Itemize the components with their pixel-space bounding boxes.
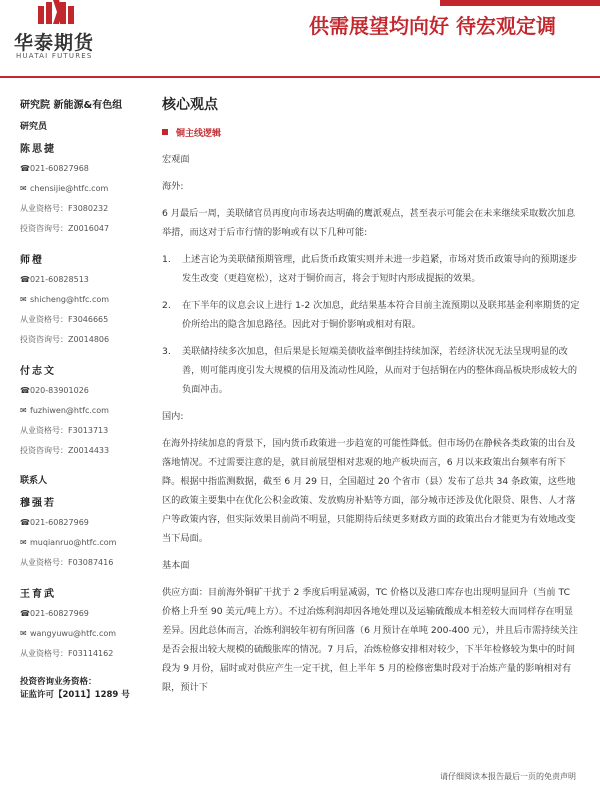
section-title: 核心观点 [162,97,218,113]
email-address[interactable]: shicheng@htfc.com [30,295,110,304]
certificate-number: 从业资格号：F3013713 [20,426,109,435]
title-accent-bar [440,0,600,6]
researcher-name: 付志文 [20,366,56,377]
contact-name: 王育武 [20,589,56,600]
macro-label: 宏观面 [162,154,190,165]
list-text: 在下半年的议息会议上进行 1-2 次加息，此结果基本符合目前主流预期以及联邦基金利率期货的定价所给出的隐含加息路径。因此对于铜价影响或相对有限。 [182,300,580,330]
contact-card [20,494,140,577]
supply-paragraph: 供应方面：目前海外铜矿干扰于 2 季度后明显减弱，TC 价格以及港口库存也出现明显回升（当前 TC 价格上升至 90 美元/吨上方）。不过冶炼利润却因各地处理以及运输硫酸成本相差较大而同样存在明显差异。因此总体而言，冶炼利润较年初有所回落（6 月预计在单吨 200-400 元），并且后市需持续关注是否会报出较大规模的硫酸胀库的情况。7 月后，冶炼检修安排相对较少，下半年检修较为集中的时间段为 9 月份，届时或对供应产生一定干扰，但上半年 5 月的检修密集时段对于冶炼产量的影响相对有限，预计下 [162,587,578,693]
email-icon: ✉ [20,184,27,193]
phone-number: 021-60827968 [30,164,89,173]
phone-icon: ☎ [20,518,30,527]
phone-icon: ☎ [20,386,30,395]
list-item [162,342,580,399]
license-info: 投资咨询业务资格： 证监许可【2011】1289 号 [20,677,130,700]
phone-icon: ☎ [20,164,30,173]
subheading-text: 铜主线逻辑 [176,129,222,139]
researcher-card [20,362,140,465]
list-item [162,296,580,334]
email-address[interactable]: chensijie@htfc.com [30,184,109,193]
author-sidebar [20,96,140,702]
huatai-logo-icon [38,0,74,24]
researcher-name: 师橙 [20,255,44,266]
email-address[interactable]: wangyuwu@htfc.com [30,629,117,638]
brand-name-en: HUATAI FUTURES [16,52,93,60]
department: 研究院 新能源&有色组 [20,100,123,111]
advisory-number: 投资咨询号：Z0016047 [20,224,110,233]
contacts-heading: 联系人 [20,476,48,486]
list-number: 1. [162,254,171,265]
phone-number: 021-60827969 [30,609,89,618]
certificate-number: 从业资格号：F03087416 [20,558,114,567]
list-text: 美联储持续多次加息，但后果是长短端美债收益率倒挂持续加深，若经济状况无法呈现明显的改善，则可能再度引发大规模的信用及流动性风险，从而对于包括铜在内的整体商品板块形成较大的负面冲击。 [182,346,578,395]
list-number: 2. [162,300,171,311]
email-icon: ✉ [20,295,27,304]
advisory-number: 投资咨询号：Z0014806 [20,335,110,344]
advisory-number: 投资咨询号：Z0014433 [20,446,110,455]
main-content [162,96,580,705]
list-text: 上述言论为美联储预期管理，此后货币政策实则并未进一步趋紧，市场对货币政策导向的预期逐步发生改变（更趋宽松），这对于铜价而言，将会于短时内形成提振的效果。 [182,254,578,284]
overseas-label: 海外: [162,181,184,192]
list-number: 3. [162,346,171,357]
list-item [162,250,580,288]
certificate-number: 从业资格号：F3080232 [20,204,109,213]
email-address[interactable]: muqianruo@htfc.com [30,538,117,547]
fundamentals-label: 基本面 [162,560,190,571]
report-header [0,0,600,78]
phone-icon: ☎ [20,609,30,618]
section-subheading [162,125,580,144]
domestic-paragraph: 在海外持续加息的背景下，国内货币政策进一步趋宽的可能性降低。但市场仍在静候各类政策的出台及落地情况。不过需要注意的是，就目前展望相对悲观的地产板块而言，6 月以来政策出台频率有所下降。根据中指监测数据，截至 6 月 29 日，全国超过 20 个省市（县）发布了总共 34 条政策，这些地区的政策主要集中在优化公积金政策、发放购房补贴等方面，部分城市还涉及优化限贷、限售、人才落户等政策内容，但实际效果目前尚不明显，只能期待后续更多财政方面的政策出台才能更为有效地改变当下局面。 [162,438,576,544]
contact-card [20,585,140,668]
email-address[interactable]: fuzhiwen@htfc.com [30,406,109,415]
researcher-card [20,251,140,354]
disclaimer-note: 请仔细阅读本报告最后一页的免责声明 [440,772,576,781]
brand-name-cn: 华泰期货 [14,32,95,54]
report-title: 供需展望均向好 待宏观定调 [309,14,556,38]
email-icon: ✉ [20,538,27,547]
researcher-name: 陈思捷 [20,144,56,155]
overseas-intro: 6 月最后一周，美联储官员再度向市场表达明确的鹰派观点，甚至表示可能会在未来继续采取数次加息举措，而这对于后市行情的影响或有以下几种可能: [162,208,576,238]
phone-number: 021-60827969 [30,518,89,527]
researcher-card [20,140,140,243]
certificate-number: 从业资格号：F3046665 [20,315,109,324]
header-divider [0,76,600,78]
phone-number: 020-83901026 [30,386,89,395]
domestic-label: 国内: [162,411,184,422]
certificate-number: 从业资格号：F03114162 [20,649,114,658]
researchers-heading: 研究员 [20,122,48,132]
phone-number: 021-60828513 [30,275,89,284]
square-bullet-icon [162,129,168,135]
phone-icon: ☎ [20,275,30,284]
contact-name: 穆强若 [20,498,56,509]
email-icon: ✉ [20,629,27,638]
email-icon: ✉ [20,406,27,415]
